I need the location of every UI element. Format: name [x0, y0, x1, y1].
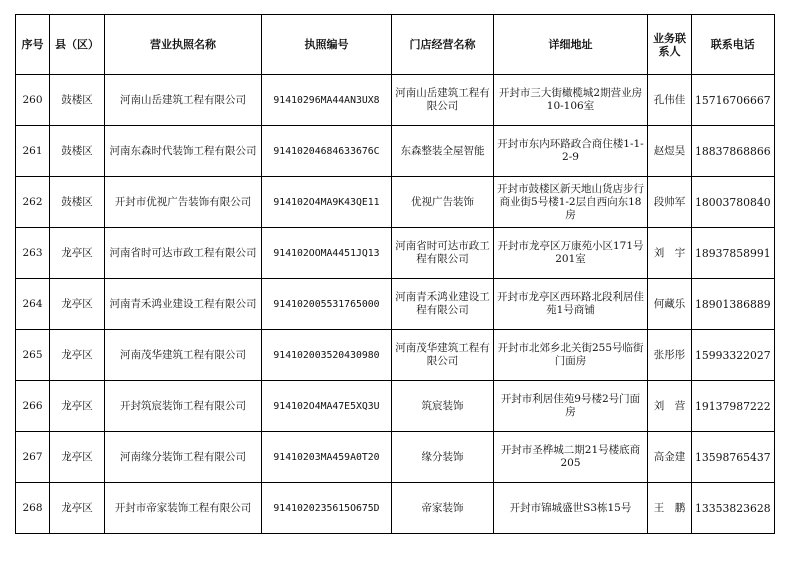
address-cell: 开封市东内环路政合商住楼1-1-2-9 — [494, 126, 648, 177]
contact-cell: 孔伟佳 — [648, 75, 692, 126]
license-number-cell: 91410203MA459A0T20 — [262, 432, 392, 483]
header-row — [16, 15, 775, 75]
header-cell: 业务联系人 — [648, 15, 692, 75]
store-name-cell: 河南青禾鸿业建设工程有限公司 — [392, 279, 494, 330]
row-number: 262 — [16, 177, 50, 228]
store-name-cell: 优视广告装饰 — [392, 177, 494, 228]
phone-cell: 13353823628 — [692, 483, 775, 534]
table-row — [16, 381, 775, 432]
table-row — [16, 177, 775, 228]
phone-cell: 18003780840 — [692, 177, 775, 228]
license-name-cell: 河南缘分装饰工程有限公司 — [105, 432, 262, 483]
table-row — [16, 483, 775, 534]
contact-cell: 王 鹏 — [648, 483, 692, 534]
contact-cell: 何藏乐 — [648, 279, 692, 330]
address-cell: 开封市圣桦城二期21号楼底商205 — [494, 432, 648, 483]
district-cell: 龙亭区 — [50, 432, 105, 483]
address-cell: 开封市三大街橄榄城2期营业房10-106室 — [494, 75, 648, 126]
table-row — [16, 228, 775, 279]
phone-cell: 18837868866 — [692, 126, 775, 177]
row-number: 261 — [16, 126, 50, 177]
license-number-cell: 91410204684633676C — [262, 126, 392, 177]
address-cell: 开封市北郊乡北关街255号临街门面房 — [494, 330, 648, 381]
table-row — [16, 432, 775, 483]
district-cell: 龙亭区 — [50, 330, 105, 381]
address-cell: 开封市鼓楼区新天地山货店步行商业街5号楼1-2层自西向东18房 — [494, 177, 648, 228]
header-cell: 门店经营名称 — [392, 15, 494, 75]
license-name-cell: 开封市帝家装饰工程有限公司 — [105, 483, 262, 534]
header-cell: 营业执照名称 — [105, 15, 262, 75]
contact-cell: 刘 营 — [648, 381, 692, 432]
license-number-cell: 91410296MA44AN3UX8 — [262, 75, 392, 126]
store-name-cell: 帝家装饰 — [392, 483, 494, 534]
license-number-cell: 914102005531765000 — [262, 279, 392, 330]
header-cell: 县（区） — [50, 15, 105, 75]
phone-cell: 19137987222 — [692, 381, 775, 432]
row-number: 266 — [16, 381, 50, 432]
row-number: 265 — [16, 330, 50, 381]
license-name-cell: 开封市优视广告装饰有限公司 — [105, 177, 262, 228]
phone-cell: 13598765437 — [692, 432, 775, 483]
phone-cell: 18937858991 — [692, 228, 775, 279]
phone-cell: 18901386889 — [692, 279, 775, 330]
address-cell: 开封市锦城盛世S3栋15号 — [494, 483, 648, 534]
contact-cell: 赵煜昊 — [648, 126, 692, 177]
license-table-sheet — [15, 14, 775, 534]
address-cell: 开封市龙亭区西环路北段利居佳苑1号商铺 — [494, 279, 648, 330]
store-name-cell: 东森整装全屋智能 — [392, 126, 494, 177]
license-number-cell: 9141020235615O675D — [262, 483, 392, 534]
license-number-cell: 914102O4MA9K43QE11 — [262, 177, 392, 228]
district-cell: 龙亭区 — [50, 279, 105, 330]
store-name-cell: 缘分装饰 — [392, 432, 494, 483]
header-cell: 联系电话 — [692, 15, 775, 75]
header-cell: 详细地址 — [494, 15, 648, 75]
table-row — [16, 75, 775, 126]
license-name-cell: 河南青禾鸿业建设工程有限公司 — [105, 279, 262, 330]
header-cell: 序号 — [16, 15, 50, 75]
contact-cell: 张彤彤 — [648, 330, 692, 381]
license-name-cell: 河南省时可达市政工程有限公司 — [105, 228, 262, 279]
row-number: 267 — [16, 432, 50, 483]
store-name-cell: 河南省时可达市政工程有限公司 — [392, 228, 494, 279]
table-row — [16, 126, 775, 177]
address-cell: 开封市龙亭区万康苑小区171号201室 — [494, 228, 648, 279]
contact-cell: 段帅军 — [648, 177, 692, 228]
store-name-cell: 河南山岳建筑工程有限公司 — [392, 75, 494, 126]
store-name-cell: 筑宸装饰 — [392, 381, 494, 432]
table-row — [16, 330, 775, 381]
row-number: 264 — [16, 279, 50, 330]
district-cell: 龙亭区 — [50, 228, 105, 279]
table-row — [16, 279, 775, 330]
store-name-cell: 河南茂华建筑工程有限公司 — [392, 330, 494, 381]
phone-cell: 15993322027 — [692, 330, 775, 381]
district-cell: 龙亭区 — [50, 381, 105, 432]
license-number-cell: 914102O4MA47E5XQ3U — [262, 381, 392, 432]
district-cell: 鼓楼区 — [50, 177, 105, 228]
license-number-cell: 914102OOMA4451JQ13 — [262, 228, 392, 279]
row-number: 268 — [16, 483, 50, 534]
license-name-cell: 河南山岳建筑工程有限公司 — [105, 75, 262, 126]
contact-cell: 刘 宇 — [648, 228, 692, 279]
address-cell: 开封市利居佳苑9号楼2号门面房 — [494, 381, 648, 432]
district-cell: 鼓楼区 — [50, 126, 105, 177]
license-name-cell: 河南茂华建筑工程有限公司 — [105, 330, 262, 381]
district-cell: 鼓楼区 — [50, 75, 105, 126]
phone-cell: 15716706667 — [692, 75, 775, 126]
district-cell: 龙亭区 — [50, 483, 105, 534]
contact-cell: 高金建 — [648, 432, 692, 483]
license-name-cell: 河南东森时代装饰工程有限公司 — [105, 126, 262, 177]
row-number: 260 — [16, 75, 50, 126]
license-name-cell: 开封筑宸装饰工程有限公司 — [105, 381, 262, 432]
license-number-cell: 914102003520430980 — [262, 330, 392, 381]
license-table — [15, 14, 775, 534]
row-number: 263 — [16, 228, 50, 279]
header-cell: 执照编号 — [262, 15, 392, 75]
